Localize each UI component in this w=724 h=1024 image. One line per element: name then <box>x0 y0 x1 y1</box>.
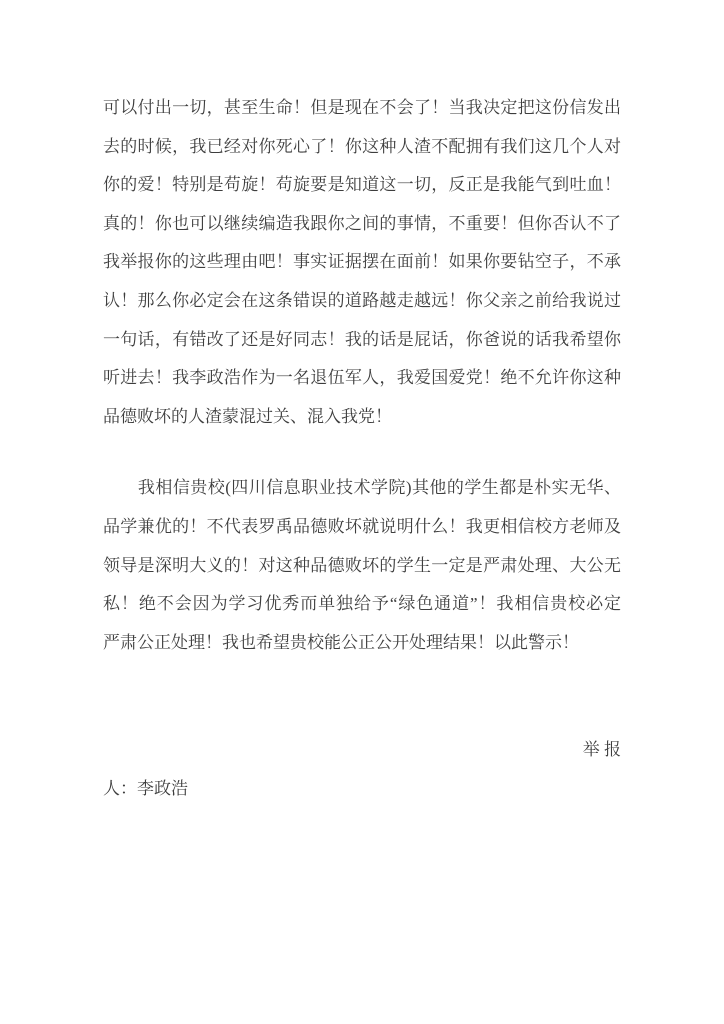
letter-text-block <box>103 89 621 809</box>
body-line: 领导是深明大义的！对这种品德败坏的学生一定是严肃处理、大公无 <box>103 555 621 575</box>
body-line: 我相信贵校(四川信息职业技术学院)其他的学生都是朴实无华、 <box>103 478 621 498</box>
body-line: 一句话，有错改了还是好同志！我的话是屁话，你爸说的话我希望你 <box>103 329 621 349</box>
body-line: 听进去！我李政浩作为一名退伍军人，我爱国爱党！绝不允许你这种 <box>103 368 621 388</box>
body-line: 严肃公正处理！我也希望贵校能公正公开处理结果！以此警示！ <box>103 632 579 652</box>
body-line: 我举报你的这些理由吧！事实证据摆在面前！如果你要钻空子，不承 <box>103 252 621 272</box>
body-line: 认！那么你必定会在这条错误的道路越走越远！你父亲之前给我说过 <box>103 290 621 310</box>
signature-line-name: 人：李政浩 <box>103 778 188 798</box>
body-line: 你的爱！特别是苟旋！苟旋要是知道这一切，反正是我能气到吐血！ <box>103 175 621 195</box>
body-line: 品学兼优的！不代表罗禹品德败坏就说明什么！我更相信校方老师及 <box>103 516 621 536</box>
body-line: 品德败坏的人渣蒙混过关、混入我党！ <box>103 406 392 426</box>
body-line: 真的！你也可以继续编造我跟你之间的事情，不重要！但你否认不了 <box>103 213 621 233</box>
signature-block <box>103 731 621 808</box>
body-line: 可以付出一切，甚至生命！但是现在不会了！当我决定把这份信发出 <box>103 98 621 117</box>
body-paragraph-1 <box>103 89 621 436</box>
signature-line-reporter: 举 报 <box>582 740 621 760</box>
body-line: 去的时候，我已经对你死心了！你这种人渣不配拥有我们这几个人对 <box>103 136 621 156</box>
body-paragraph-2 <box>103 469 621 662</box>
body-line: 私！绝不会因为学习优秀而单独给予“绿色通道”！我相信贵校必定 <box>103 594 621 614</box>
